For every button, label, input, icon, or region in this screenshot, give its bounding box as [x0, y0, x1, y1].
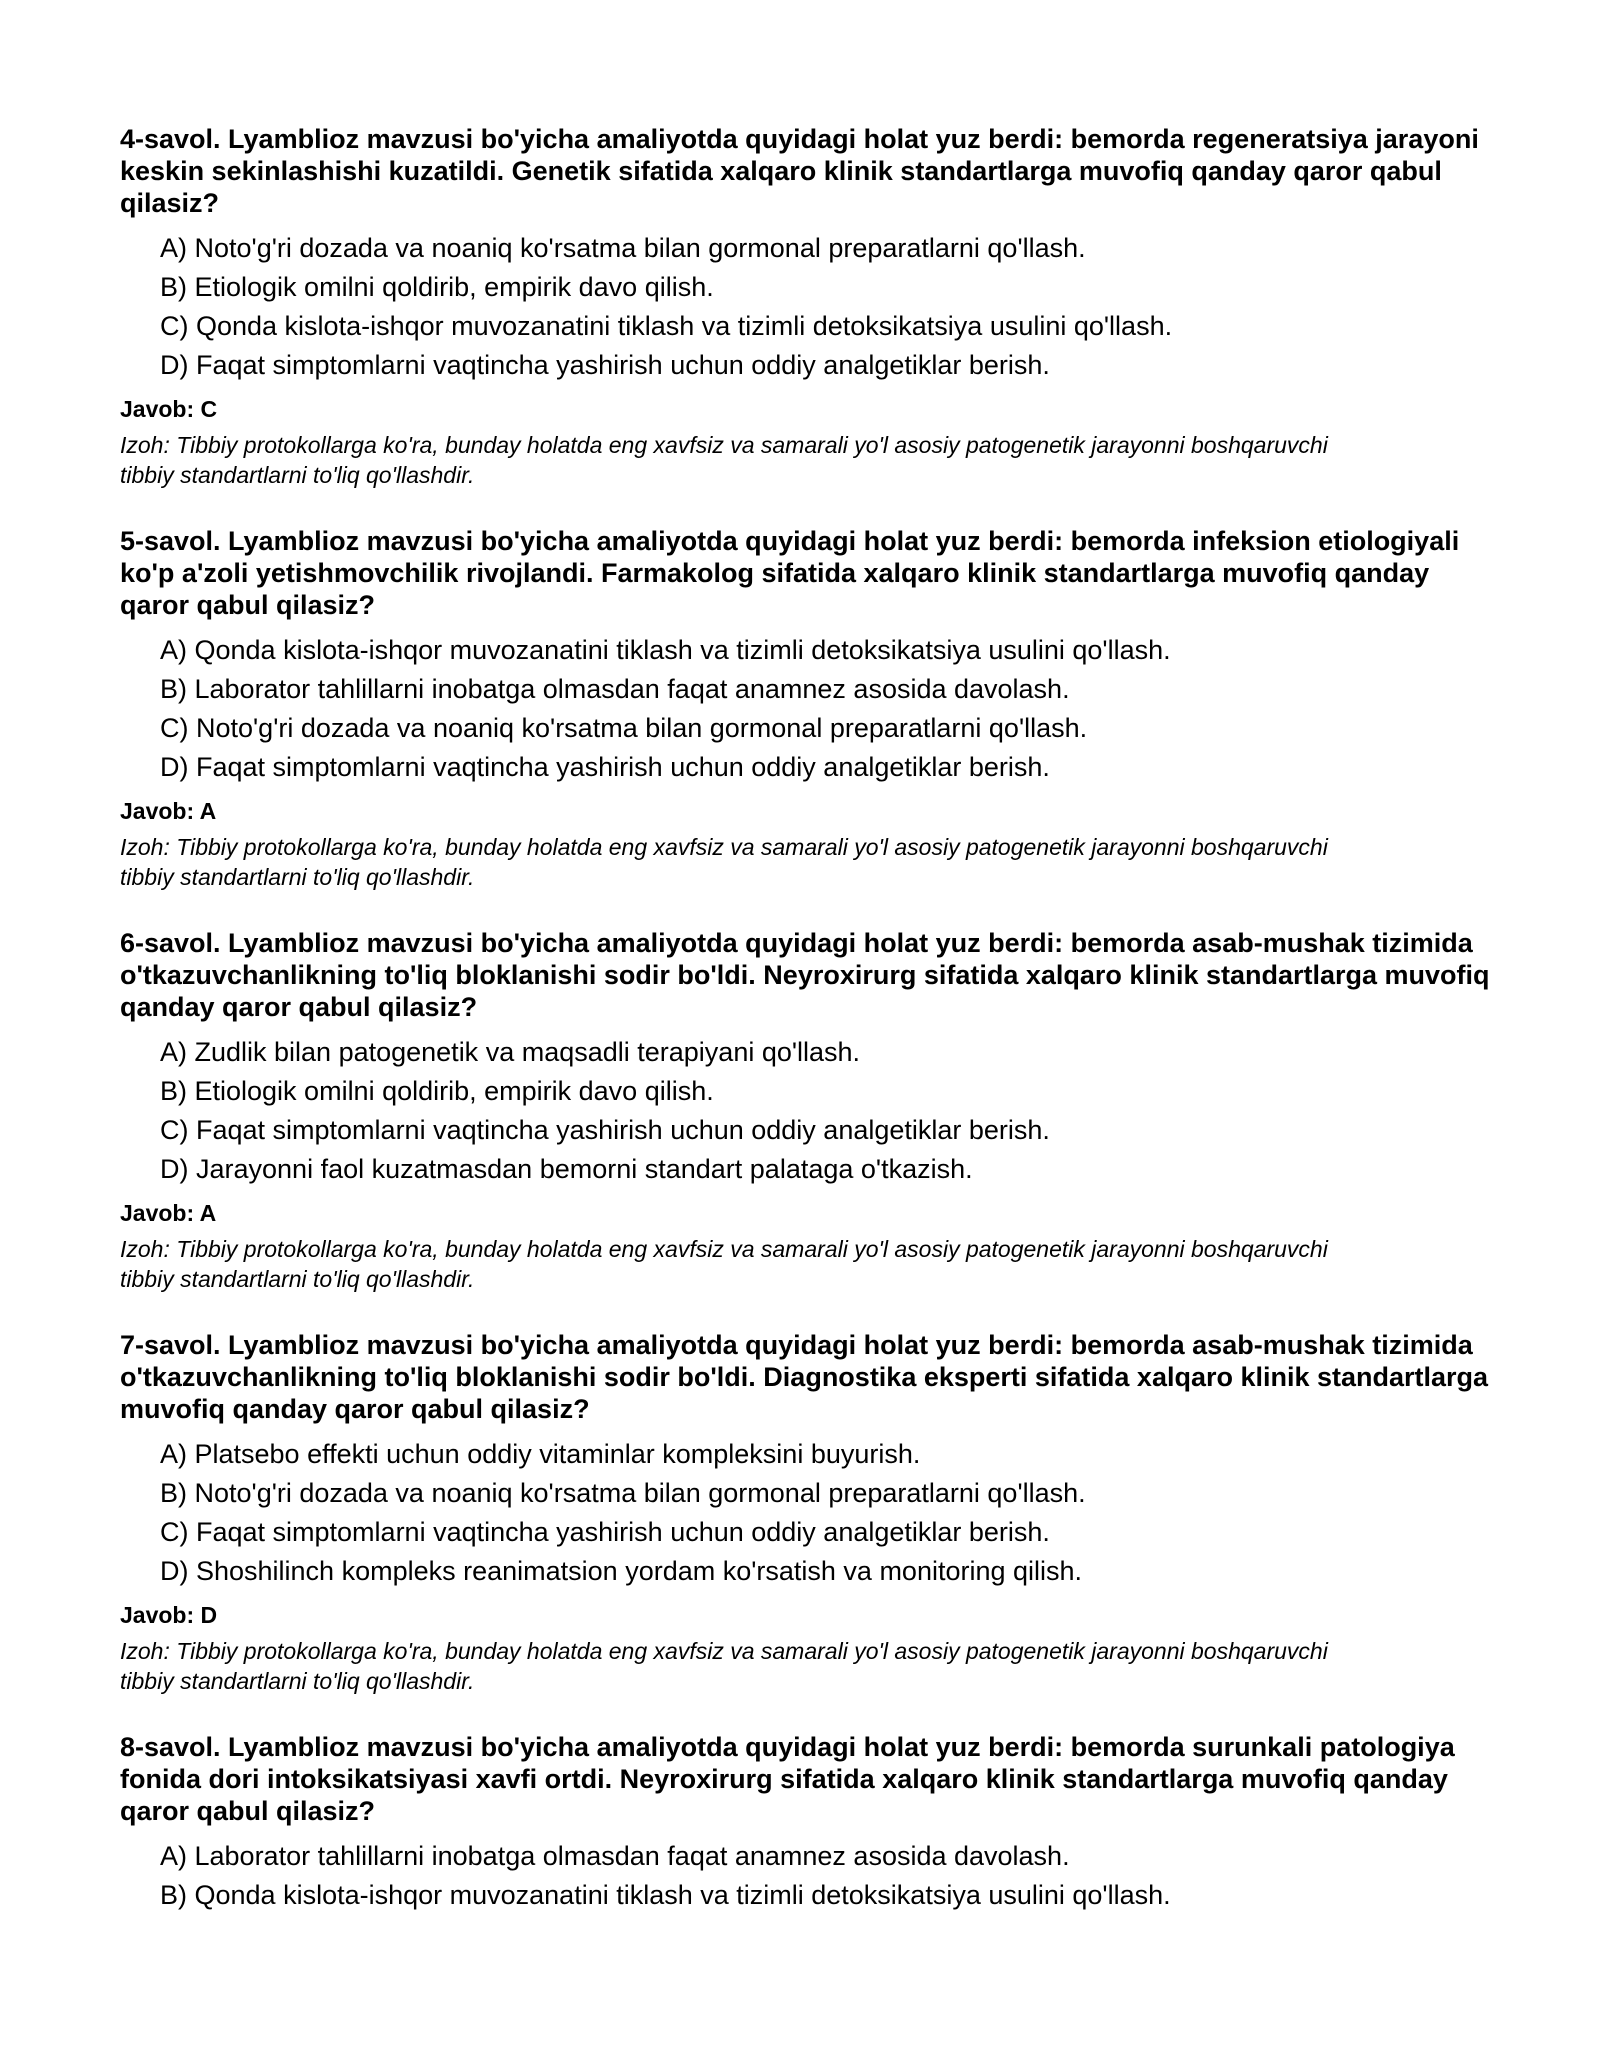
question-block-6	[120, 927, 1500, 1294]
explanation-note: Izoh: Tibbiy protokollarga ko'ra, bunday holatda eng xavfsiz va samarali yo'l asosiy patogenetik jarayonni boshqaruvchi tibbiy standartlarni to'liq qo'llashdir.	[120, 834, 1328, 890]
question-title: 6-savol. Lyamblioz mavzusi bo'yicha amaliyotda quyidagi holat yuz berdi: bemorda asab-mushak tizimida o'tkazuvchanlikning to'liq bloklanishi sodir bo'ldi. Neyroxirurg sifatida xalqaro klinik standartlarga muvofiq qanday qaror qabul qilasiz?	[120, 928, 1490, 1022]
option-c: C) Noto'g'ri dozada va noaniq ko'rsatma bilan gormonal preparatlarni qo'llash.	[160, 713, 1088, 743]
option-a: A) Noto'g'ri dozada va noaniq ko'rsatma bilan gormonal preparatlarni qo'llash.	[160, 233, 1086, 263]
option-b: B) Etiologik omilni qoldirib, empirik davo qilish.	[160, 272, 714, 302]
explanation-note: Izoh: Tibbiy protokollarga ko'ra, bunday holatda eng xavfsiz va samarali yo'l asosiy patogenetik jarayonni boshqaruvchi tibbiy standartlarni to'liq qo'llashdir.	[120, 1236, 1328, 1292]
option-list	[120, 631, 1500, 787]
question-title: 7-savol. Lyamblioz mavzusi bo'yicha amaliyotda quyidagi holat yuz berdi: bemorda asab-mushak tizimida o'tkazuvchanlikning to'liq bloklanishi sodir bo'ldi. Diagnostika eksperti sifatida xalqaro klinik standartlarga muvofiq qanday qaror qabul qilasiz?	[120, 1330, 1489, 1424]
option-d: D) Shoshilinch kompleks reanimatsion yordam ko'rsatish va monitoring qilish.	[160, 1556, 1083, 1586]
question-title: 4-savol. Lyamblioz mavzusi bo'yicha amaliyotda quyidagi holat yuz berdi: bemorda regeneratsiya jarayoni keskin sekinlashishi kuzatildi. Genetik sifatida xalqaro klinik standartlarga muvofiq qanday qaror qabul qilasiz?	[120, 124, 1479, 218]
question-block-7	[120, 1329, 1500, 1696]
answer-label: Javob: A	[120, 1200, 217, 1226]
option-a: A) Qonda kislota-ishqor muvozanatini tiklash va tizimli detoksikatsiya usulini qo'llash.	[160, 635, 1171, 665]
option-c: C) Qonda kislota-ishqor muvozanatini tiklash va tizimli detoksikatsiya usulini qo'llash.	[160, 311, 1173, 341]
option-d: D) Faqat simptomlarni vaqtincha yashirish uchun oddiy analgetiklar berish.	[160, 350, 1050, 380]
option-a: A) Zudlik bilan patogenetik va maqsadli terapiyani qo'llash.	[160, 1037, 861, 1067]
option-list	[120, 229, 1500, 385]
option-d: D) Jarayonni faol kuzatmasdan bemorni standart palataga o'tkazish.	[160, 1154, 973, 1184]
answer-label: Javob: A	[120, 798, 217, 824]
document-page	[120, 123, 1500, 1915]
option-c: C) Faqat simptomlarni vaqtincha yashirish uchun oddiy analgetiklar berish.	[160, 1517, 1050, 1547]
option-list	[120, 1435, 1500, 1591]
option-c: C) Faqat simptomlarni vaqtincha yashirish uchun oddiy analgetiklar berish.	[160, 1115, 1050, 1145]
option-b: B) Noto'g'ri dozada va noaniq ko'rsatma bilan gormonal preparatlarni qo'llash.	[160, 1478, 1086, 1508]
option-a: A) Laborator tahlillarni inobatga olmasdan faqat anamnez asosida davolash.	[160, 1841, 1070, 1871]
option-a: A) Platsebo effekti uchun oddiy vitaminlar kompleksini buyurish.	[160, 1439, 921, 1469]
explanation-note: Izoh: Tibbiy protokollarga ko'ra, bunday holatda eng xavfsiz va samarali yo'l asosiy patogenetik jarayonni boshqaruvchi tibbiy standartlarni to'liq qo'llashdir.	[120, 1638, 1328, 1694]
question-title: 5-savol. Lyamblioz mavzusi bo'yicha amaliyotda quyidagi holat yuz berdi: bemorda infeksion etiologiyali ko'p a'zoli yetishmovchilik rivojlandi. Farmakolog sifatida xalqaro klinik standartlarga muvofiq qanday qaror qabul qilasiz?	[120, 526, 1460, 620]
question-title: 8-savol. Lyamblioz mavzusi bo'yicha amaliyotda quyidagi holat yuz berdi: bemorda surunkali patologiya fonida dori intoksikatsiyasi xavfi ortdi. Neyroxirurg sifatida xalqaro klinik standartlarga muvofiq qanday qaror qabul qilasiz?	[120, 1732, 1455, 1826]
answer-label: Javob: C	[120, 396, 218, 422]
question-block-8	[120, 1731, 1500, 1915]
option-d: D) Faqat simptomlarni vaqtincha yashirish uchun oddiy analgetiklar berish.	[160, 752, 1050, 782]
option-list	[120, 1033, 1500, 1189]
option-b: B) Laborator tahlillarni inobatga olmasdan faqat anamnez asosida davolash.	[160, 674, 1070, 704]
question-block-5	[120, 525, 1500, 892]
question-block-4	[120, 123, 1500, 490]
answer-label: Javob: D	[120, 1602, 218, 1628]
option-b: B) Qonda kislota-ishqor muvozanatini tiklash va tizimli detoksikatsiya usulini qo'llash.	[160, 1880, 1171, 1910]
option-b: B) Etiologik omilni qoldirib, empirik davo qilish.	[160, 1076, 714, 1106]
option-list	[120, 1837, 1500, 1915]
explanation-note: Izoh: Tibbiy protokollarga ko'ra, bunday holatda eng xavfsiz va samarali yo'l asosiy patogenetik jarayonni boshqaruvchi tibbiy standartlarni to'liq qo'llashdir.	[120, 432, 1328, 488]
